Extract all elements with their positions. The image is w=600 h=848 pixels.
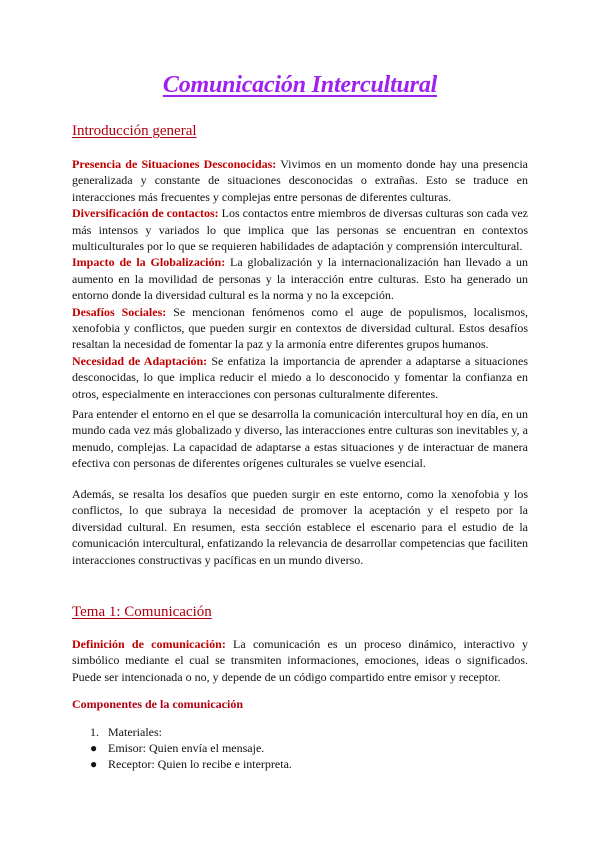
- bullet-icon: ●: [90, 741, 98, 755]
- paragraph-text: Además, se resalta los desafíos que pueden surgir en este entorno, como la xenofobia y los conflictos, lo que subraya la necesidad de promover la aceptación y el respeto por la diversidad cultural. En resumen, esta sección establece el escenario para el estudio de la comunicación intercultural, enfatizando la relevancia de desarrollar competencias que faciliten interacciones constructivas y pacíficas en un mundo diverso.: [72, 487, 528, 567]
- intro-item: [72, 304, 528, 353]
- list-item-text: Materiales:: [108, 725, 162, 739]
- components-heading: Componentes de la comunicación: [72, 697, 243, 711]
- intro-item-text: Vivimos en un momento donde hay una presencia generalizada y constante de situaciones desconocidas o extrañas. Esto se traduce en interacciones más frecuentes y complejas entre personas de diferentes culturas.: [72, 157, 528, 204]
- intro-item-text: Se enfatiza la importancia de aprender a adaptarse a situaciones desconocidas, lo que implica reducir el miedo a lo desconocido y fomentar la confianza en otros, especialmente en interacciones con personas culturalmente diferentes.: [72, 353, 528, 401]
- list-item: [72, 740, 528, 756]
- intro-item: [72, 254, 528, 303]
- document-title: Comunicación Intercultural: [162, 72, 438, 98]
- components-list: [72, 724, 528, 772]
- list-item-text: Receptor: Quien lo recibe e interpreta.: [108, 757, 292, 771]
- intro-item-term: Necesidad de Adaptación:: [72, 353, 208, 368]
- intro-items: [72, 156, 528, 402]
- paragraph-text: Para entender el entorno en el que se desarrolla la comunicación intercultural hoy en día, en un mundo cada vez más globalizado y diverso, las interacciones entre culturas son inevitables y, a menudo, complejas. La capacidad de adaptarse a estas situaciones y de interactuar de manera efectiva con personas de diferentes orígenes culturales se vuelve esencial.: [72, 407, 528, 471]
- intro-item-text: La globalización y la internacionalización han llevado a un aumento en la movilidad de personas y la interacción entre culturas. Esto ha generado un entorno donde la diversidad cultural es la norma y no la excepción.: [72, 255, 528, 303]
- intro-item-term: Presencia de Situaciones Desconocidas:: [72, 157, 277, 171]
- definition-term: Definición de comunicación:: [72, 637, 226, 651]
- intro-paragraph-2: [72, 486, 528, 568]
- intro-item-term: Impacto de la Globalización:: [72, 255, 226, 270]
- list-item-text: Emisor: Quien envía el mensaje.: [108, 741, 265, 755]
- intro-heading: Introducción general: [72, 123, 197, 139]
- tema1-heading: Tema 1: Comunicación: [72, 604, 212, 620]
- intro-item: [72, 353, 528, 402]
- intro-item-term: Desafíos Sociales:: [72, 304, 167, 319]
- definition-text: La comunicación es un proceso dinámico, interactivo y simbólico mediante el cual se transmiten informaciones, emociones, ideas o significados. Puede ser intencionada o no, y depende de un código compartido entre emisor y receptor.: [72, 637, 528, 684]
- intro-item: [72, 205, 528, 254]
- intro-item-term: Diversificación de contactos:: [72, 206, 219, 221]
- list-item: [72, 756, 528, 772]
- tema1-definition: [72, 636, 528, 685]
- intro-item-text: Los contactos entre miembros de diversas culturas son cada vez más intensos y variados lo que implica que las personas se encuentran en contextos multiculturales por lo que se requieren habilidades de adaptación y comprensión intercultural.: [72, 206, 528, 254]
- list-marker: 1.: [90, 725, 99, 739]
- intro-paragraph-1: [72, 406, 528, 472]
- bullet-icon: ●: [90, 757, 98, 771]
- definition-paragraph: [72, 636, 528, 685]
- list-item: [72, 724, 528, 740]
- intro-item: [72, 156, 528, 205]
- intro-item-text: Se mencionan fenómenos como el auge de populismos, localismos, xenofobia y conflictos, que pueden surgir en contextos de diversidad cultural. Estos desafíos resaltan la necesidad de fomentar la paz y la armonía entre diferentes grupos humanos.: [72, 304, 528, 352]
